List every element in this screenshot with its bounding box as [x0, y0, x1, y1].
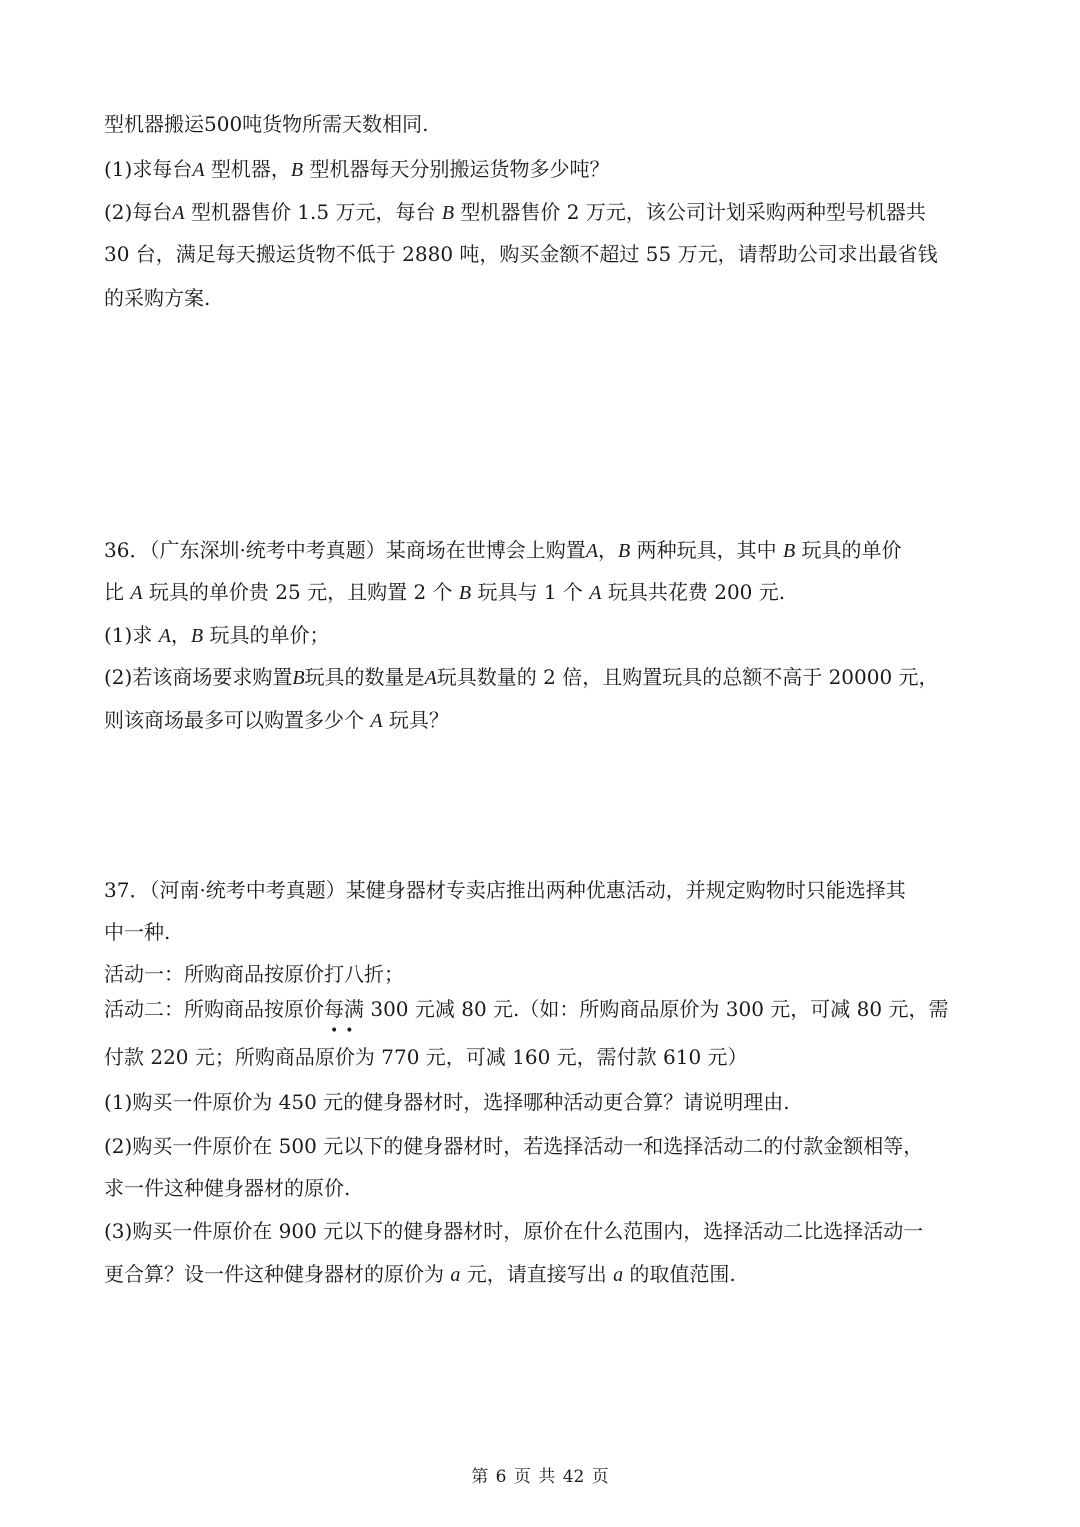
- q35-part2-line-1: (2)每台A 型机器售价 1.5 万元，每台 B 型机器售价 2 万元，该公司计划采购两种型号机器共: [104, 200, 926, 224]
- q37-activity-2: 活动二：所购商品按原价每满 •• 300 元减 80 元.（如：所购商品原价为 300 元，可减 80 元，需: [104, 997, 949, 1039]
- q37-part1: (1)购买一件原价为 450 元的健身器材时，选择哪种活动更合算？请说明理由.: [104, 1090, 790, 1114]
- q37-part2-line-1: (2)购买一件原价在 500 元以下的健身器材时，若选择活动一和选择活动二的付款金额相等，: [104, 1134, 924, 1158]
- q37-activity-1: 活动一：所购商品按原价打八折；: [104, 962, 404, 986]
- q37-stem-line-2: 中一种.: [104, 920, 171, 944]
- q35-part2-line-2: 30 台，满足每天搬运货物不低于 2880 吨，购买金额不超过 55 万元，请帮助公司求出最省钱: [104, 242, 938, 266]
- page-footer: 第 6 页 共 42 页: [471, 1467, 609, 1487]
- q37-part2-line-2: 求一件这种健身器材的原价.: [104, 1176, 351, 1200]
- emphasis-dots: ••: [330, 1023, 361, 1039]
- q35-part2-line-3: 的采购方案.: [104, 286, 211, 310]
- q37-part3-line-2: 更合算？设一件这种健身器材的原价为 a 元，请直接写出 a 的取值范围.: [104, 1262, 736, 1286]
- q37-part3-line-1: (3)购买一件原价在 900 元以下的健身器材时，原价在什么范围内，选择活动二比选择活动一: [104, 1219, 924, 1243]
- q36-part2-line-2: 则该商场最多可以购置多少个 A 玩具？: [104, 708, 449, 732]
- q37-stem-line-1: 37．（河南·统考中考真题）某健身器材专卖店推出两种优惠活动，并规定购物时只能选择其: [104, 878, 906, 902]
- q35-text-line-1: 型机器搬运500吨货物所需天数相同.: [104, 112, 429, 136]
- q36-stem-line-1: 36．（广东深圳·统考中考真题）某商场在世博会上购置A，B 两种玩具，其中 B 玩具的单价: [104, 538, 902, 562]
- emphasis-dotted-text: 每满 ••: [324, 997, 364, 1039]
- q36-stem-line-2: 比 A 玩具的单价贵 25 元，且购置 2 个 B 玩具与 1 个 A 玩具共花费 200 元.: [104, 580, 786, 604]
- q35-part1: (1)求每台A 型机器，B 型机器每天分别搬运货物多少吨？: [104, 157, 610, 181]
- q36-part2-line-1: (2)若该商场要求购置B玩具的数量是A玩具数量的 2 倍，且购置玩具的总额不高于 20000 元，: [104, 665, 939, 689]
- q36-part1: (1)求 A，B 玩具的单价；: [104, 623, 330, 647]
- q37-activity-2-example: 付款 220 元；所购商品原价为 770 元，可减 160 元，需付款 610 元）: [104, 1045, 748, 1069]
